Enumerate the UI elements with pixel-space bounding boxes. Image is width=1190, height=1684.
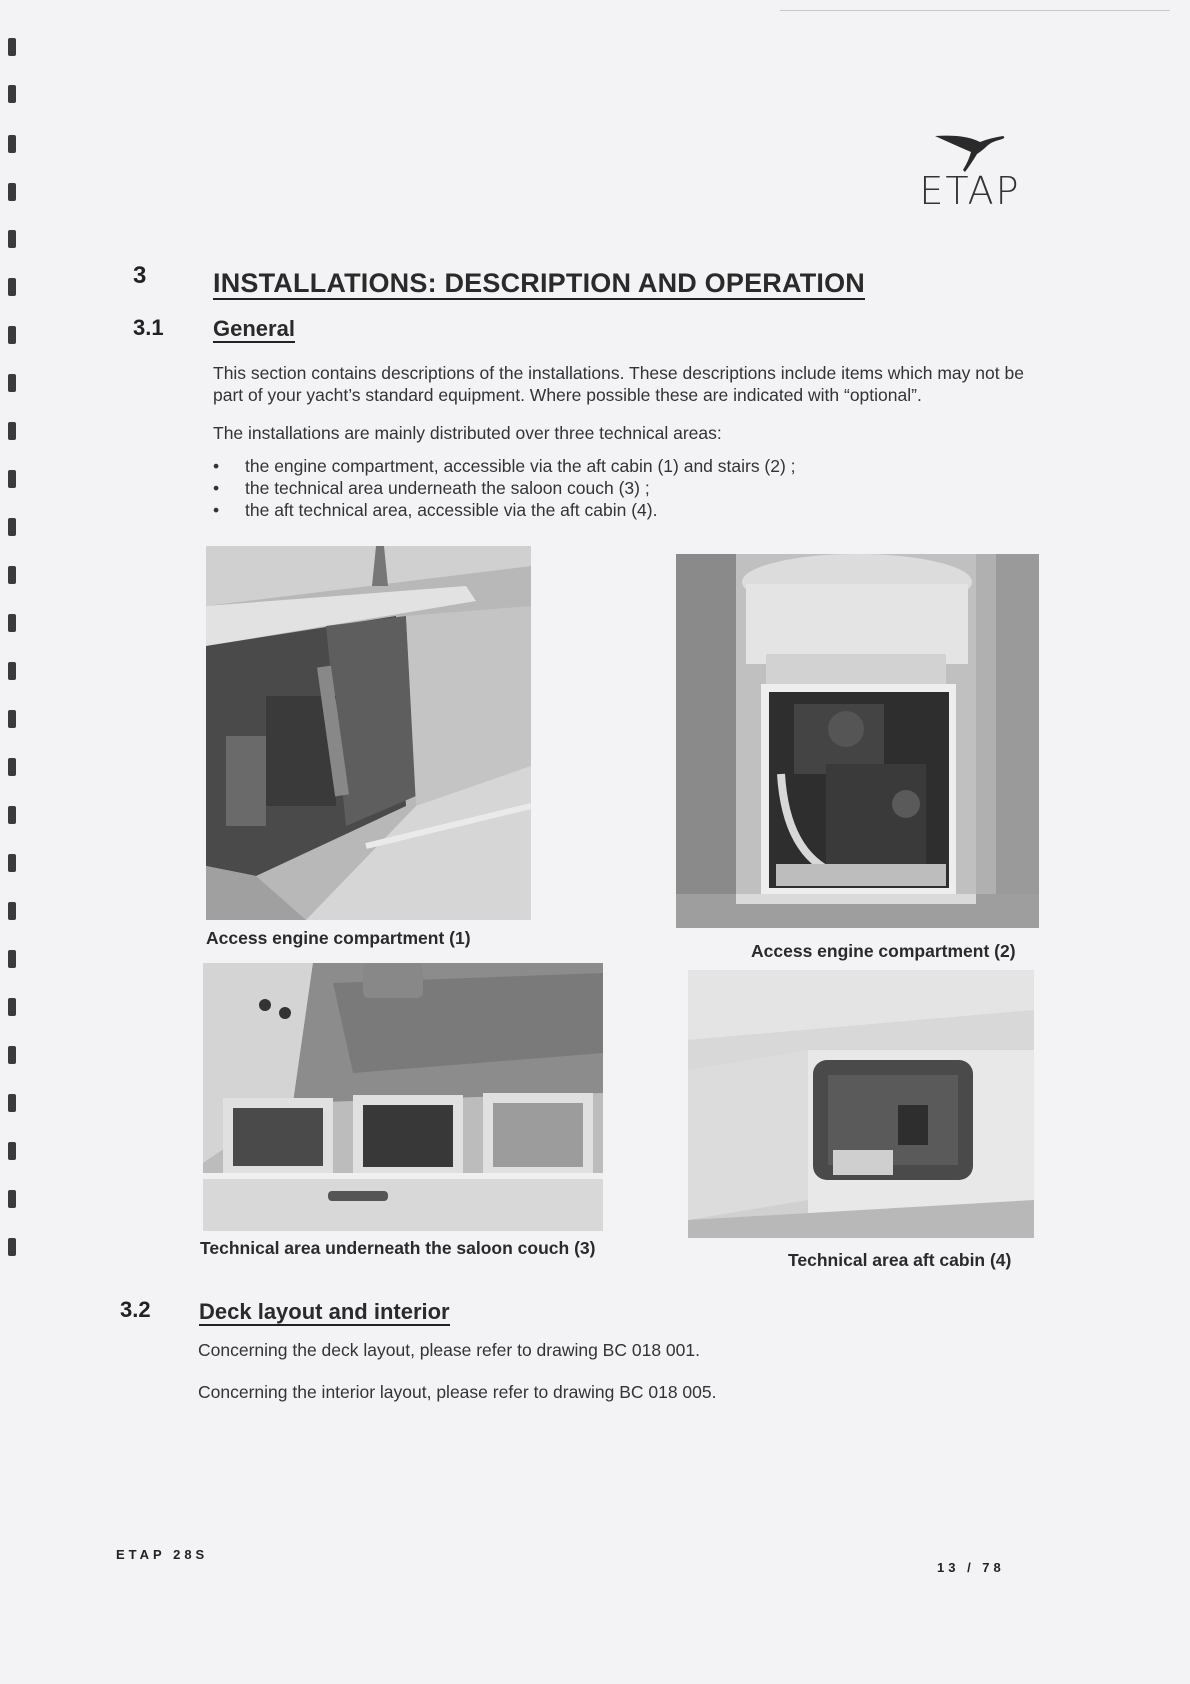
section-3-1-title: General	[213, 316, 295, 341]
binding-hole	[8, 230, 16, 248]
caption-photo-1: Access engine compartment (1)	[206, 928, 471, 948]
binding-hole	[8, 1094, 16, 1112]
binding-hole	[8, 710, 16, 728]
binding-hole	[8, 998, 16, 1016]
binding-hole	[8, 854, 16, 872]
photo-aft-cabin-area	[688, 970, 1034, 1238]
section-3-2-number: 3.2	[120, 1297, 151, 1322]
binding-hole	[8, 470, 16, 488]
binding-strip	[0, 0, 22, 1684]
caption-photo-2: Access engine compartment (2)	[751, 941, 1016, 961]
areas-paragraph: The installations are mainly distributed over three technical areas:	[213, 423, 722, 443]
binding-hole	[8, 278, 16, 296]
binding-hole	[8, 902, 16, 920]
footer-page-number: 13 / 78	[937, 1560, 1005, 1575]
section-3-number: 3	[133, 262, 147, 289]
intro-paragraph: This section contains descriptions of the installations. These descriptions include items which may not be part of your yacht’s standard equipment. Where possible these are indicated with “optional”.	[213, 363, 1024, 405]
binding-hole	[8, 1238, 16, 1256]
binding-hole	[8, 422, 16, 440]
interior-layout-reference: Concerning the interior layout, please refer to drawing BC 018 005.	[198, 1382, 717, 1402]
binding-hole	[8, 85, 16, 103]
list-item: • the engine compartment, accessible via the aft cabin (1) and stairs (2) ;	[213, 455, 1033, 477]
section-3-2-title: Deck layout and interior	[199, 1299, 450, 1324]
list-item: • the aft technical area, accessible via the aft cabin (4).	[213, 499, 1033, 521]
binding-hole	[8, 614, 16, 632]
binding-hole	[8, 662, 16, 680]
goose-icon	[935, 136, 1004, 172]
footer-model: ETAP 28S	[116, 1547, 209, 1562]
binding-hole	[8, 1046, 16, 1064]
binding-hole	[8, 806, 16, 824]
caption-photo-4: Technical area aft cabin (4)	[788, 1250, 1012, 1270]
section-3-title: INSTALLATIONS: DESCRIPTION AND OPERATION	[213, 268, 865, 298]
binding-hole	[8, 518, 16, 536]
photo-engine-compartment-2	[676, 554, 1039, 928]
etap-logo	[895, 130, 1045, 210]
binding-hole	[8, 758, 16, 776]
binding-hole	[8, 950, 16, 968]
binding-hole	[8, 183, 16, 201]
binding-hole	[8, 1142, 16, 1160]
logo-wordmark: ETAP	[919, 169, 1021, 210]
caption-photo-3: Technical area underneath the saloon couch (3)	[200, 1238, 596, 1258]
photo-engine-compartment-1	[206, 546, 531, 920]
binding-hole	[8, 566, 16, 584]
technical-areas-list	[213, 455, 1033, 521]
binding-hole	[8, 38, 16, 56]
list-item: • the technical area underneath the saloon couch (3) ;	[213, 477, 1033, 499]
binding-hole	[8, 1190, 16, 1208]
section-3-1-number: 3.1	[133, 315, 164, 340]
deck-layout-reference: Concerning the deck layout, please refer to drawing BC 018 001.	[198, 1340, 700, 1360]
binding-hole	[8, 135, 16, 153]
binding-hole	[8, 374, 16, 392]
scan-edge-line	[780, 10, 1170, 11]
photo-saloon-couch-area	[203, 963, 603, 1231]
binding-hole	[8, 326, 16, 344]
